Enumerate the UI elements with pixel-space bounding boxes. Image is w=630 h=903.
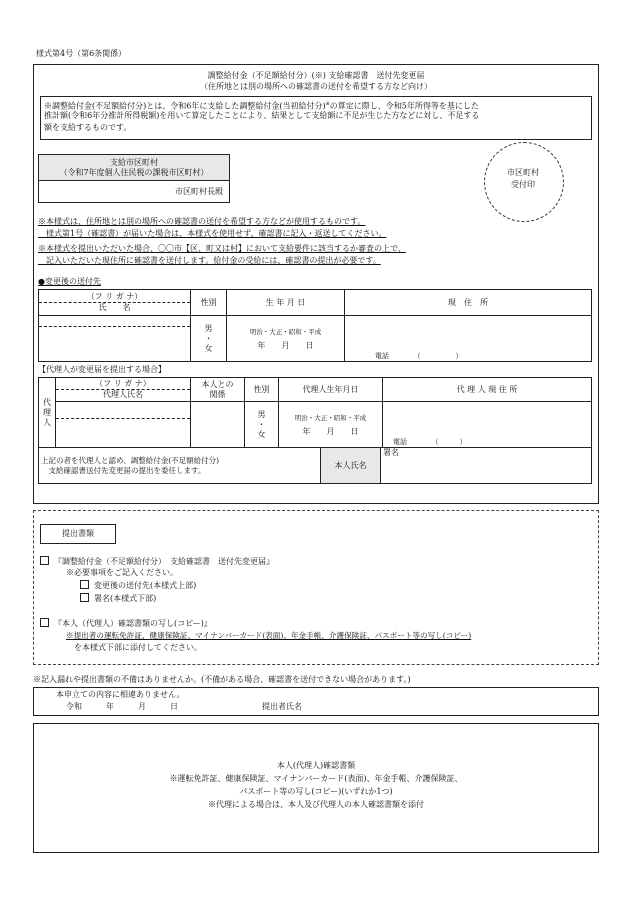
agent-heading: 【代理人が変更届を提出する場合】 <box>38 365 166 374</box>
attach-note: ※運転免許証、健康保険証、マイナンバーカード(表面)、年金手帳、介護保険証、 <box>169 774 463 783</box>
declaration-text: 本申立ての内容に相違ありません。 <box>56 690 185 699</box>
agent-side-label: 代 理 人 <box>39 378 56 448</box>
attach-note: パスポート等の写し(コピー)(いずれか1つ) <box>239 787 393 796</box>
instruction-line: ※本様式は、住所地とは別の場所への確認書の送付を希望する方などが使用するものです。 <box>38 217 366 226</box>
dob-header: 生 年 月 日 <box>227 290 345 316</box>
checkbox[interactable] <box>40 618 49 627</box>
checkbox[interactable] <box>40 556 49 565</box>
sex-header: 性別 <box>191 290 227 316</box>
municipality-box <box>38 154 230 203</box>
doc-item-1[interactable]: 『調整給付金（不足額給付分） 支給確認書 送付先変更届』 <box>40 556 274 567</box>
agent-dob-input[interactable]: 明治・大正・昭和・平成 年 月 日 <box>279 402 383 448</box>
doc-item-2[interactable]: 『本人（代理人）確認書類の写し(コピー)』 <box>40 618 212 629</box>
dest-table <box>38 289 592 362</box>
agent-address-header: 代 理 人 現 住 所 <box>383 378 592 402</box>
form-number: 様式第4号（第6条関係） <box>36 49 127 58</box>
instruction-line: 様式第1号（確認書）が届いた場合は、本様式を使用せず、確認書に記入・返送してください。 <box>38 229 387 238</box>
checkbox[interactable] <box>80 580 89 589</box>
note-line: 推計額(令和6年分推計所得税額)を用いて算定したことにより、結果として支給額に不足が生じた方などに対し、不足する <box>44 111 480 120</box>
relation-input[interactable] <box>191 402 245 448</box>
signature-input[interactable]: 署名 <box>381 448 592 484</box>
check-note: ※記入漏れや提出書類の不備はありませんか。(不備がある場合、確認書を送付できない場合があります。) <box>33 675 411 684</box>
checkbox[interactable] <box>80 593 89 602</box>
relation-header: 本人との 関係 <box>191 378 245 402</box>
agent-table <box>38 377 592 448</box>
dest-heading: ●変更後の送付先 <box>38 277 101 286</box>
note-line: ※調整給付金(不足額給付分)とは、令和6年に支給した調整給付金(当初給付分)※の算定に際し、令和5年所得等を基にした <box>44 101 479 111</box>
doc-item-1-note: ※必要事項をご記入ください。 <box>66 568 178 577</box>
mayor-label: 市区町村長殿 <box>39 181 230 203</box>
sex-options[interactable]: 男 ・ 女 <box>191 316 227 362</box>
doc-item-1-sub[interactable]: 署名(本様式下部) <box>80 593 156 604</box>
attach-title: 本人(代理人)確認書類 <box>276 761 356 770</box>
doc-item-1-sub[interactable]: 変更後の送付先(本様式上部) <box>80 580 196 591</box>
doc-item-2-note: ※提出者の運転免許証、健康保険証、マイナンバーカード(表面)、年金手帳、介護保険証、パスポート等の写し(コピー) <box>66 631 472 640</box>
delegation-statement: 上記の者を代理人と認め、調整給付金(不足額給付分) 支給確認書送付先変更届の提出を委任します。 <box>39 448 321 484</box>
principal-name-label: 本人氏名 <box>321 448 381 484</box>
agent-address-input[interactable]: 電話 （ ） <box>383 402 592 448</box>
agent-sex-options[interactable]: 男 ・ 女 <box>245 402 279 448</box>
agent-furigana-name-header: （フ リ ガ ナ） 代理人氏名 <box>56 378 191 402</box>
stamp-label: 市区町村 <box>507 168 539 177</box>
agent-name-input[interactable] <box>56 402 191 448</box>
instruction-line: 記入いただいた現住所に確認書を送付します。給付金の受給には、確認書の提出が必要です。 <box>38 256 381 265</box>
docs-label: 提出書類 <box>62 529 94 538</box>
instruction-line: ※本様式を提出いただいた場合、〇〇市【区、町又は村】において支給要件に該当するか審査の上で、 <box>38 244 406 253</box>
doc-item-2-note: を本様式下部に添付してください。 <box>74 643 202 652</box>
name-input[interactable] <box>39 316 191 362</box>
stamp-label: 受付印 <box>511 180 535 189</box>
note-line: 額を支給するものです。 <box>44 123 132 132</box>
furigana-name-header: （フ リ ガ ナ） 氏 名 <box>39 290 191 316</box>
municipality-heading: 支給市区町村 （令和7年度個人住民税の課税市区町村） <box>39 155 230 181</box>
form-title: 調整給付金（不足額給付分）(※) 支給確認書 送付先変更届 <box>207 71 425 80</box>
agent-dob-header: 代理人生年月日 <box>279 378 383 402</box>
agent-sex-header: 性別 <box>245 378 279 402</box>
declaration-date[interactable]: 令和 年 月 日 <box>66 702 178 711</box>
form-subtitle: （住所地とは別の場所への確認書の送付を希望する方など向け） <box>200 82 432 91</box>
address-input[interactable]: 電話 （ ） <box>345 316 592 362</box>
attach-note: ※代理による場合は、本人及び代理人の本人確認書類を添付 <box>208 800 424 809</box>
submitter-name-label[interactable]: 提出者氏名 <box>262 702 302 711</box>
address-header: 現 住 所 <box>345 290 592 316</box>
dob-input[interactable]: 明治・大正・昭和・平成 年 月 日 <box>227 316 345 362</box>
delegation-table <box>38 447 592 484</box>
